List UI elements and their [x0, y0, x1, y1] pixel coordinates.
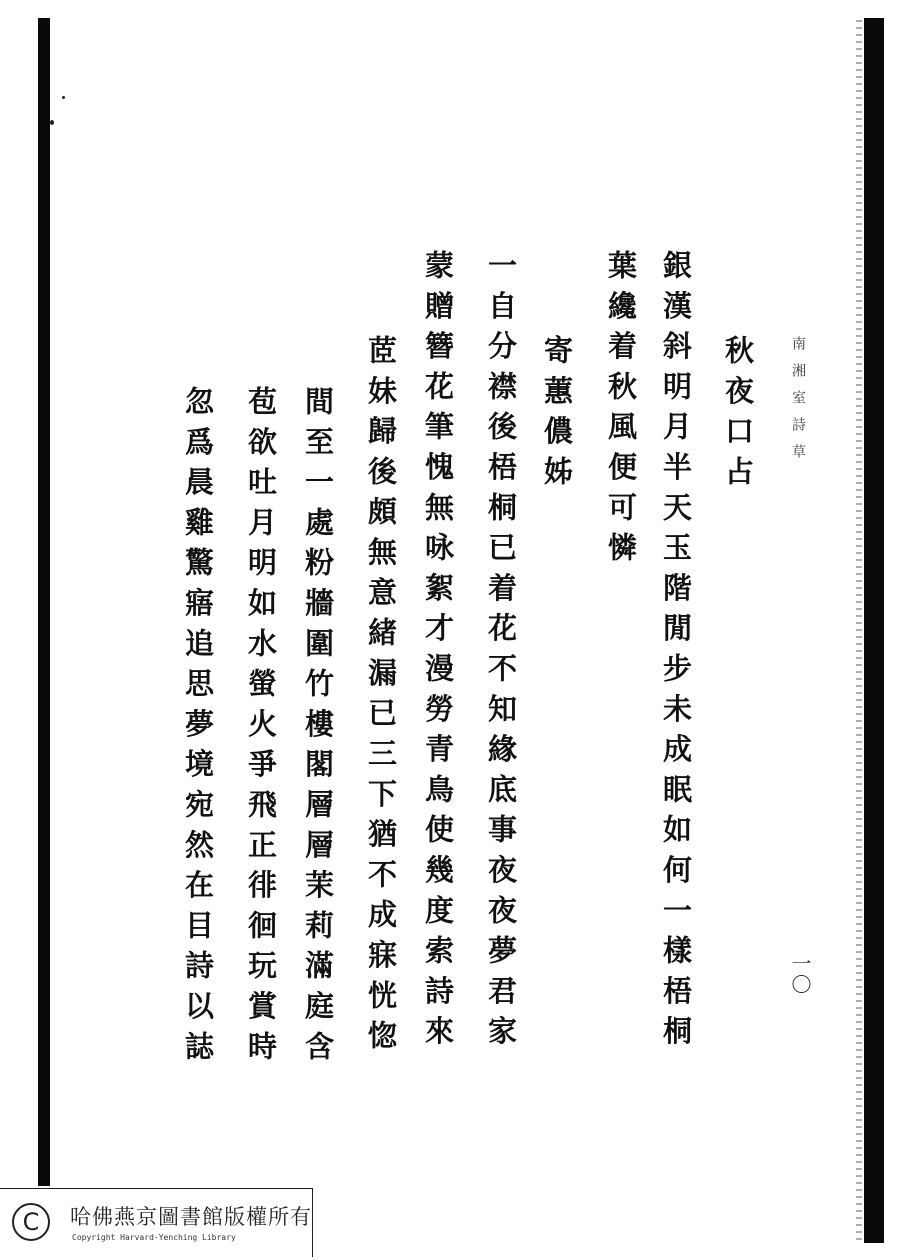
scan-speck: [62, 96, 65, 99]
poem-title: 秋夜口占: [721, 335, 755, 497]
poem-line: 蒙贈簪花筆愧無咏絮才漫勞青鳥使幾度索詩來: [421, 250, 455, 1056]
binding-gutter: [38, 18, 50, 1186]
scan-speck: [50, 120, 54, 125]
watermark-subtitle: Copyright Harvard-Yenching Library: [72, 1233, 236, 1242]
copyright-watermark: [0, 1188, 313, 1257]
poem-line: 一自分襟後梧桐已着花不知緣底事夜夜夢君家: [484, 250, 518, 1056]
page-number: 一〇: [788, 953, 812, 995]
page-edge-hatching: [856, 20, 862, 1240]
running-head: 南湘室詩草: [790, 336, 806, 471]
poem-preface-line: 茝妹歸後頗無意緒漏已三下猶不成寐恍惚: [364, 335, 398, 1061]
copyright-icon: C: [12, 1203, 50, 1241]
poem-preface-line: 苞欲吐月明如水螢火爭飛正徘徊玩賞時: [244, 386, 278, 1072]
page-edge-shadow: [864, 18, 884, 1243]
poem-line: 銀漢斜明月半天玉階閒步未成眠如何一樣梧桐: [659, 250, 693, 1056]
poem-preface-line: 忽爲晨雞驚寤追思夢境宛然在目詩以誌: [181, 386, 215, 1072]
watermark-title: 哈佛燕京圖書館版權所有: [70, 1205, 312, 1229]
poem-line: 葉纔着秋風便可憐: [604, 250, 638, 573]
poem-title: 寄蕙儂姊: [540, 335, 574, 497]
poem-preface-line: 間至一處粉牆圍竹樓閣層層茉莉滿庭含: [301, 386, 335, 1072]
